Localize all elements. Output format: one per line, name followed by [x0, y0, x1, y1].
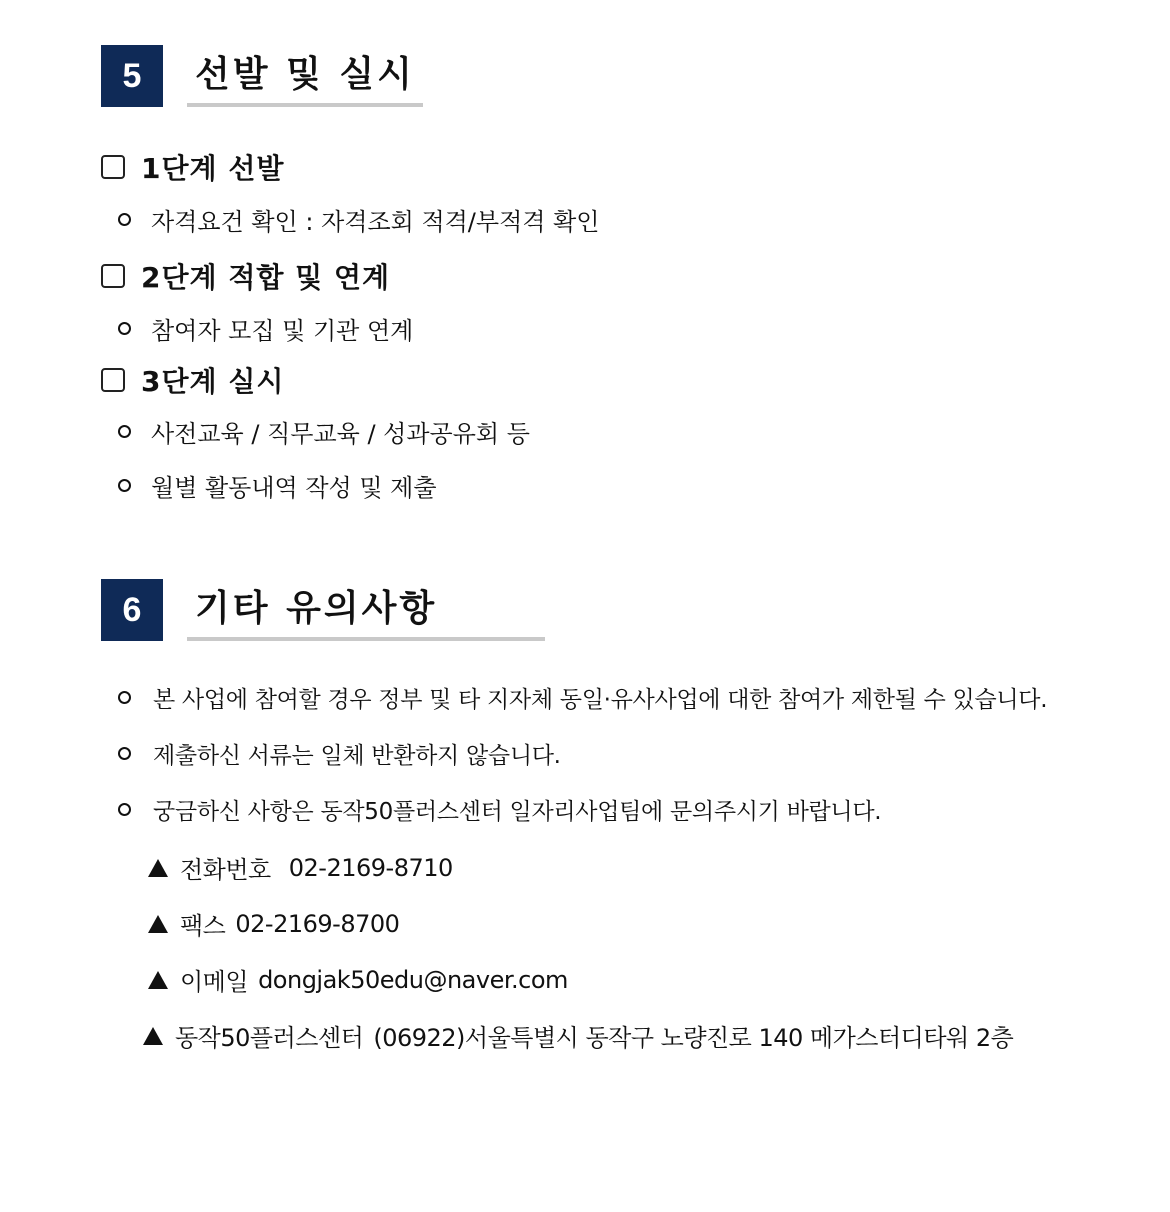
circle-bullet-icon	[118, 479, 131, 492]
triangle-up-icon	[148, 859, 168, 877]
list-item-text: 월별 활동내역 작성 및 제출	[151, 474, 437, 502]
list-item-text: 제출하신 서류는 일체 반환하지 않습니다.	[153, 743, 561, 769]
section-title: 기타 유의사항	[187, 591, 545, 641]
section-number-badge: 6	[101, 579, 163, 641]
list-item	[118, 681, 1047, 714]
triangle-up-icon	[148, 915, 168, 933]
step-label: 3단계 실시	[141, 365, 285, 398]
contact-phone	[148, 850, 453, 885]
list-item	[118, 311, 413, 346]
contact-value: dongjak50edu@naver.com	[258, 965, 568, 994]
section-number-badge: 5	[101, 45, 163, 107]
contact-value: 02-2169-8700	[235, 909, 400, 938]
list-item	[118, 202, 599, 237]
circle-bullet-icon	[118, 747, 131, 760]
contact-label: 이메일	[180, 968, 249, 996]
circle-bullet-icon	[118, 803, 131, 816]
circle-bullet-icon	[118, 322, 131, 335]
triangle-up-icon	[148, 971, 168, 989]
list-item-text: 본 사업에 참여할 경우 정부 및 타 지자체 동일·유사사업에 대한 참여가 제한될 수 있습니다.	[153, 687, 1048, 713]
list-item	[118, 737, 561, 770]
contact-label: 팩스	[180, 912, 226, 940]
contact-fax	[148, 906, 399, 941]
list-item	[118, 414, 530, 449]
list-item-text: 참여자 모집 및 기관 연계	[151, 317, 414, 345]
section-5-header	[101, 45, 423, 107]
contact-address	[143, 1018, 1013, 1053]
contact-value: 02-2169-8710	[288, 853, 453, 882]
section-title: 선발 및 실시	[187, 57, 423, 107]
contact-email	[148, 962, 568, 997]
list-item-text: 궁금하신 사항은 동작50플러스센터 일자리사업팀에 문의주시기 바랍니다.	[153, 799, 882, 825]
list-item-text: 자격요건 확인 : 자격조회 적격/부적격 확인	[151, 208, 600, 236]
contact-label: 동작50플러스센터	[175, 1024, 364, 1052]
list-item	[118, 793, 881, 826]
contact-label: 전화번호	[180, 856, 271, 884]
step-3	[101, 360, 284, 400]
step-label: 2단계 적합 및 연계	[141, 261, 391, 294]
contact-value: (06922)서울특별시 동작구 노량진로 140 메가스터디타워 2층	[373, 1024, 1014, 1052]
checkbox-icon	[101, 155, 125, 179]
circle-bullet-icon	[118, 425, 131, 438]
section-6-header	[101, 579, 545, 641]
step-label: 1단계 선발	[141, 152, 285, 185]
checkbox-icon	[101, 264, 125, 288]
step-2	[101, 256, 390, 296]
step-1	[101, 147, 284, 187]
checkbox-icon	[101, 368, 125, 392]
circle-bullet-icon	[118, 213, 131, 226]
list-item	[118, 468, 437, 503]
list-item-text: 사전교육 / 직무교육 / 성과공유회 등	[151, 420, 530, 448]
circle-bullet-icon	[118, 691, 131, 704]
triangle-up-icon	[143, 1027, 163, 1045]
